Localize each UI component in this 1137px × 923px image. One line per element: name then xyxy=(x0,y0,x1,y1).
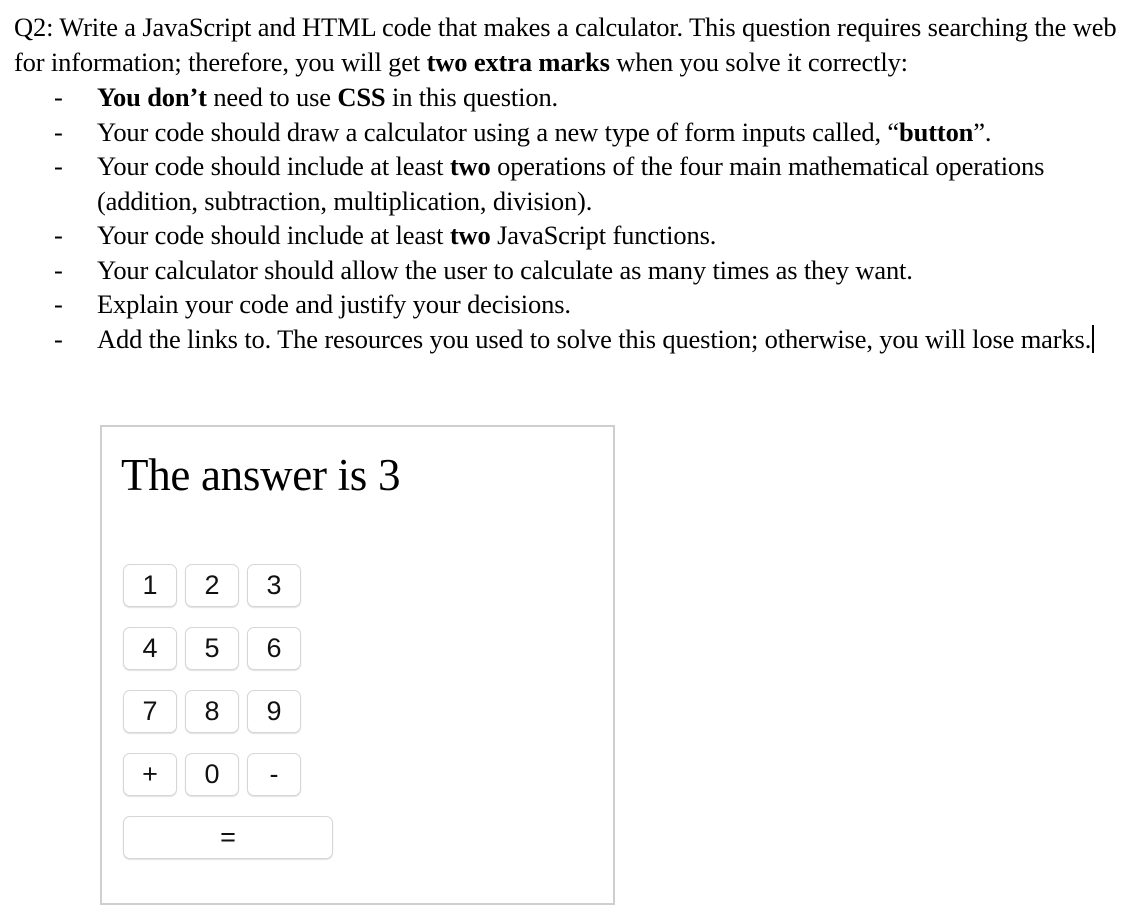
equals-button[interactable]: = xyxy=(123,816,333,859)
keypad-row-5 xyxy=(123,816,333,859)
req1-bold-1: You don’t xyxy=(97,82,207,112)
minus-button[interactable]: - xyxy=(247,753,301,796)
req4-bold-1: two xyxy=(449,220,491,250)
req7-text-1: Add the links to. The resources you used to solve this question; otherwise, you will lose marks. xyxy=(97,323,1092,354)
req1-text-2: in this question. xyxy=(385,82,559,112)
key-8-button[interactable]: 8 xyxy=(185,690,239,733)
requirement-item-6 xyxy=(14,287,1129,322)
requirement-item-1 xyxy=(14,80,1129,115)
key-3-button[interactable]: 3 xyxy=(247,564,301,607)
calculator-keypad xyxy=(123,564,333,879)
key-0-button[interactable]: 0 xyxy=(185,753,239,796)
keypad-row-1 xyxy=(123,564,333,607)
bullet-dash: - xyxy=(54,323,63,354)
bullet-dash: - xyxy=(54,220,63,250)
req2-bold-1: button xyxy=(899,116,974,147)
bullet-dash: - xyxy=(54,151,63,181)
question-prefix: Q2: Write a JavaScript and HTML code that makes a calculator. This question requires searching the web for information; therefore, you will get xyxy=(14,12,1117,77)
bullet-dash: - xyxy=(54,116,63,147)
answer-display: The answer is 3 xyxy=(121,450,401,500)
key-6-button[interactable]: 6 xyxy=(247,627,301,670)
req3-text-1: Your code should include at least xyxy=(97,151,450,181)
req6-text-1: Explain your code and justify your decisions. xyxy=(97,289,571,319)
document-body xyxy=(14,10,1129,356)
key-7-button[interactable]: 7 xyxy=(123,690,177,733)
bullet-dash: - xyxy=(54,82,63,112)
req3-bold-1: two xyxy=(449,151,491,181)
keypad-row-2 xyxy=(123,627,333,670)
question-suffix: when you solve it correctly: xyxy=(609,47,908,77)
req2-text-2: ”. xyxy=(973,116,992,147)
keypad-row-3 xyxy=(123,690,333,733)
question-paragraph xyxy=(14,10,1129,80)
text-cursor xyxy=(1092,325,1094,353)
requirement-item-4 xyxy=(14,218,1129,253)
req5-text-1: Your calculator should allow the user to calculate as many times as they want. xyxy=(97,254,913,285)
key-2-button[interactable]: 2 xyxy=(185,564,239,607)
req3-text-2: operations of the four main mathematical operations (addition, subtraction, multiplication, division). xyxy=(97,151,1045,216)
req1-bold-2: CSS xyxy=(337,82,386,112)
key-9-button[interactable]: 9 xyxy=(247,690,301,733)
req4-text-2: JavaScript functions. xyxy=(490,220,717,250)
plus-button[interactable]: + xyxy=(123,753,177,796)
requirement-item-5 xyxy=(14,253,1129,288)
question-bold-extra-marks: two extra marks xyxy=(426,47,610,77)
key-4-button[interactable]: 4 xyxy=(123,627,177,670)
requirement-item-2 xyxy=(14,115,1129,150)
bullet-dash: - xyxy=(54,254,63,285)
req2-text-1: Your code should draw a calculator using a new type of form inputs called, “ xyxy=(97,116,900,147)
bullet-dash: - xyxy=(54,289,63,319)
requirement-item-7 xyxy=(14,322,1129,357)
key-5-button[interactable]: 5 xyxy=(185,627,239,670)
req4-text-1: Your code should include at least xyxy=(97,220,450,250)
requirements-list xyxy=(14,80,1129,356)
calculator-screenshot xyxy=(100,425,615,905)
req1-text-1: need to use xyxy=(206,82,338,112)
keypad-row-4 xyxy=(123,753,333,796)
requirement-item-3 xyxy=(14,149,1129,218)
key-1-button[interactable]: 1 xyxy=(123,564,177,607)
